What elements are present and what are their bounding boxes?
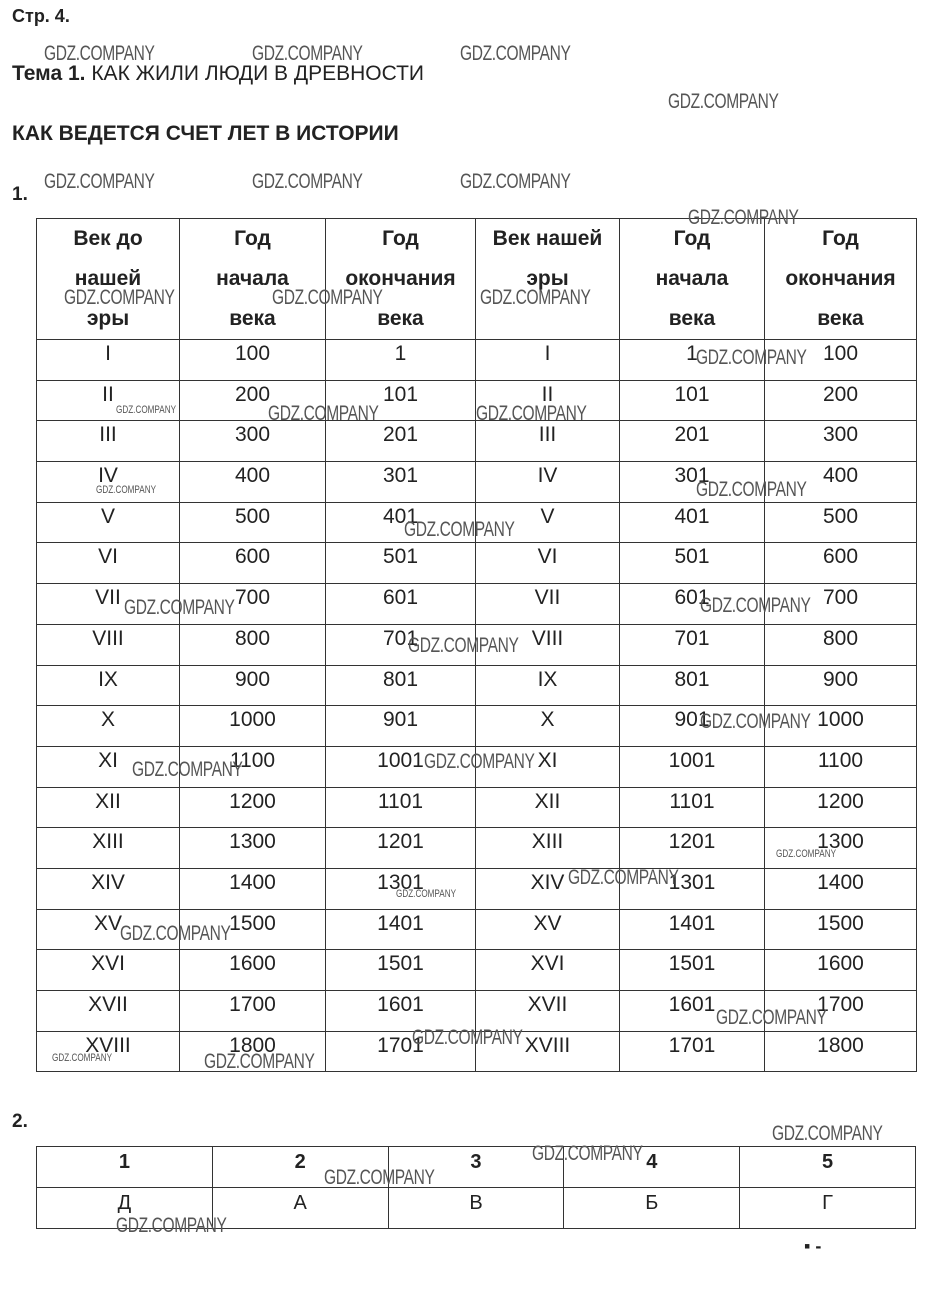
table-cell: 1600 <box>180 950 326 991</box>
watermark: GDZ.COMPANY <box>272 286 383 309</box>
table-cell: 1 <box>326 340 476 381</box>
table-cell: 301 <box>620 462 765 503</box>
watermark: GDZ.COMPANY <box>252 170 363 193</box>
watermark: GDZ.COMPANY <box>252 42 363 65</box>
watermark: GDZ.COMPANY <box>696 478 807 501</box>
table-cell: 1600 <box>765 950 917 991</box>
table-cell: XVII <box>476 991 620 1032</box>
watermark: GDZ.COMPANY <box>424 750 535 773</box>
table-cell: VIII <box>476 624 620 665</box>
task-1-number: 1. <box>12 184 28 205</box>
table-cell: 800 <box>765 624 917 665</box>
table-cell: 700 <box>765 584 917 625</box>
table-cell: 1100 <box>765 746 917 787</box>
table-cell: XVIII <box>37 1031 180 1072</box>
table-cell: 901 <box>620 706 765 747</box>
table-cell: 1800 <box>180 1031 326 1072</box>
header-end-year-ad: Год окончания века <box>765 219 917 340</box>
table-cell: XII <box>37 787 180 828</box>
answer-letter: В <box>388 1188 564 1229</box>
watermark: GDZ.COMPANY <box>700 710 811 733</box>
table-cell: IX <box>476 665 620 706</box>
table-cell: 600 <box>765 543 917 584</box>
table-cell: 400 <box>765 462 917 503</box>
watermark: GDZ.COMPANY <box>460 42 571 65</box>
table-cell: X <box>476 706 620 747</box>
watermark: GDZ.COMPANY <box>412 1026 523 1049</box>
table-cell: VI <box>37 543 180 584</box>
header-end-year-bc: Год окончания века <box>326 219 476 340</box>
watermark: GDZ.COMPANY <box>460 170 571 193</box>
table-cell: 1800 <box>765 1031 917 1072</box>
answer-number: 4 <box>564 1147 740 1188</box>
answer-number: 2 <box>212 1147 388 1188</box>
table-cell: XV <box>37 909 180 950</box>
table-cell: III <box>476 421 620 462</box>
table-cell: XI <box>37 746 180 787</box>
table-cell: 1201 <box>620 828 765 869</box>
answer-letter: Б <box>564 1188 740 1229</box>
answer-number: 3 <box>388 1147 564 1188</box>
table-cell: 1501 <box>326 950 476 991</box>
table-cell: 1400 <box>765 868 917 909</box>
table-cell: 101 <box>326 380 476 421</box>
table-cell: 601 <box>326 584 476 625</box>
table-cell: 1200 <box>180 787 326 828</box>
header-century-bc: Век до нашей эры <box>37 219 180 340</box>
answer-letter: Д <box>37 1188 213 1229</box>
table-cell: II <box>37 380 180 421</box>
table-cell: 800 <box>180 624 326 665</box>
table-cell: XVI <box>37 950 180 991</box>
table-cell: VII <box>37 584 180 625</box>
table-cell: 1201 <box>326 828 476 869</box>
table-cell: 601 <box>620 584 765 625</box>
table-cell: VIII <box>37 624 180 665</box>
watermark: GDZ.COMPANY <box>688 206 799 229</box>
table-cell: 101 <box>620 380 765 421</box>
topic-prefix: Тема 1. <box>12 62 86 85</box>
table-row <box>37 543 917 584</box>
table-cell: IV <box>37 462 180 503</box>
watermark: GDZ.COMPANY <box>700 594 811 617</box>
table-cell: 1300 <box>765 828 917 869</box>
table-cell: XIII <box>476 828 620 869</box>
table-cell: 1401 <box>620 909 765 950</box>
watermark: GDZ.COMPANY <box>716 1006 827 1029</box>
table-cell: I <box>476 340 620 381</box>
table-cell: VII <box>476 584 620 625</box>
table-cell: 500 <box>765 502 917 543</box>
table-cell: 1701 <box>326 1031 476 1072</box>
watermark: GDZ.COMPANY <box>476 402 587 425</box>
table-cell: 1501 <box>620 950 765 991</box>
watermark: GDZ.COMPANY <box>204 1050 315 1073</box>
watermark: GDZ.COMPANY <box>668 90 779 113</box>
table-row <box>37 787 917 828</box>
footer-marks: ▪ - <box>804 1236 822 1256</box>
table-cell: 501 <box>326 543 476 584</box>
table-cell: XIV <box>476 868 620 909</box>
table-cell: 701 <box>620 624 765 665</box>
table-cell: 801 <box>326 665 476 706</box>
table-cell: 1601 <box>326 991 476 1032</box>
table-cell: XVI <box>476 950 620 991</box>
table-cell: 400 <box>180 462 326 503</box>
table-cell: 1 <box>620 340 765 381</box>
table-cell: 1401 <box>326 909 476 950</box>
watermark: GDZ.COMPANY <box>696 346 807 369</box>
table-cell: 100 <box>765 340 917 381</box>
table-cell: XII <box>476 787 620 828</box>
table-cell: XVII <box>37 991 180 1032</box>
table-cell: 1000 <box>180 706 326 747</box>
watermark: GDZ.COMPANY <box>96 484 156 496</box>
table-cell: 300 <box>765 421 917 462</box>
table-cell: 1200 <box>765 787 917 828</box>
answer-letter: А <box>212 1188 388 1229</box>
table-cell: XVIII <box>476 1031 620 1072</box>
topic-name: КАК ЖИЛИ ЛЮДИ В ДРЕВНОСТИ <box>91 62 425 85</box>
watermark: GDZ.COMPANY <box>404 518 515 541</box>
table-cell: 200 <box>180 380 326 421</box>
table-cell: 1700 <box>765 991 917 1032</box>
table-cell: 1701 <box>620 1031 765 1072</box>
table-row <box>37 950 917 991</box>
table-cell: 1500 <box>765 909 917 950</box>
table-cell: VI <box>476 543 620 584</box>
table-cell: 1400 <box>180 868 326 909</box>
table-cell: 1101 <box>326 787 476 828</box>
watermark: GDZ.COMPANY <box>772 1122 883 1145</box>
table-cell: 1700 <box>180 991 326 1032</box>
table-cell: 401 <box>326 502 476 543</box>
table-header-row <box>37 219 917 340</box>
table-cell: III <box>37 421 180 462</box>
answer-numbers-row <box>37 1147 916 1188</box>
task-2-number: 2. <box>12 1111 28 1132</box>
header-start-year-ad: Год начала века <box>620 219 765 340</box>
table-cell: IV <box>476 462 620 503</box>
watermark: GDZ.COMPANY <box>120 922 231 945</box>
table-cell: V <box>37 502 180 543</box>
answer-number: 1 <box>37 1147 213 1188</box>
table-cell: 201 <box>326 421 476 462</box>
table-cell: 1000 <box>765 706 917 747</box>
table-cell: 1500 <box>180 909 326 950</box>
table-cell: 1300 <box>180 828 326 869</box>
table-cell: 801 <box>620 665 765 706</box>
table-cell: IX <box>37 665 180 706</box>
watermark: GDZ.COMPANY <box>480 286 591 309</box>
watermark: GDZ.COMPANY <box>116 404 176 416</box>
watermark: GDZ.COMPANY <box>776 848 836 860</box>
table-cell: 900 <box>180 665 326 706</box>
table-row <box>37 421 917 462</box>
table-cell: 901 <box>326 706 476 747</box>
table-cell: 200 <box>765 380 917 421</box>
table-cell: X <box>37 706 180 747</box>
table-cell: 701 <box>326 624 476 665</box>
table-cell: 1001 <box>326 746 476 787</box>
answer-letter: Г <box>740 1188 916 1229</box>
watermark: GDZ.COMPANY <box>532 1142 643 1165</box>
table-cell: I <box>37 340 180 381</box>
watermark: GDZ.COMPANY <box>64 286 175 309</box>
watermark: GDZ.COMPANY <box>44 170 155 193</box>
watermark: GDZ.COMPANY <box>324 1166 435 1189</box>
watermark: GDZ.COMPANY <box>44 42 155 65</box>
table-cell: 501 <box>620 543 765 584</box>
watermark: GDZ.COMPANY <box>132 758 243 781</box>
table-cell: 301 <box>326 462 476 503</box>
table-cell: 201 <box>620 421 765 462</box>
table-row <box>37 868 917 909</box>
watermark: GDZ.COMPANY <box>52 1052 112 1064</box>
table-cell: V <box>476 502 620 543</box>
watermark: GDZ.COMPANY <box>396 888 456 900</box>
header-start-year-bc: Год начала века <box>180 219 326 340</box>
table-cell: 500 <box>180 502 326 543</box>
table-cell: II <box>476 380 620 421</box>
table-cell: XIV <box>37 868 180 909</box>
table-cell: 600 <box>180 543 326 584</box>
watermark: GDZ.COMPANY <box>268 402 379 425</box>
table-cell: 1001 <box>620 746 765 787</box>
watermark: GDZ.COMPANY <box>116 1214 227 1237</box>
watermark: GDZ.COMPANY <box>568 866 679 889</box>
table-cell: 401 <box>620 502 765 543</box>
answer-number: 5 <box>740 1147 916 1188</box>
table-cell: XV <box>476 909 620 950</box>
table-cell: 1301 <box>326 868 476 909</box>
table-cell: 300 <box>180 421 326 462</box>
table-cell: 1100 <box>180 746 326 787</box>
section-heading: КАК ВЕДЕТСЯ СЧЕТ ЛЕТ В ИСТОРИИ <box>12 122 399 145</box>
table-cell: XI <box>476 746 620 787</box>
table-cell: 900 <box>765 665 917 706</box>
header-century-ad: Век нашей эры <box>476 219 620 340</box>
table-cell: XIII <box>37 828 180 869</box>
table-row <box>37 665 917 706</box>
table-cell: 100 <box>180 340 326 381</box>
page-label: Стр. 4. <box>12 6 70 26</box>
table-cell: 1601 <box>620 991 765 1032</box>
table-cell: 1301 <box>620 868 765 909</box>
watermark: GDZ.COMPANY <box>124 596 235 619</box>
table-cell: 1101 <box>620 787 765 828</box>
watermark: GDZ.COMPANY <box>408 634 519 657</box>
table-cell: 700 <box>180 584 326 625</box>
